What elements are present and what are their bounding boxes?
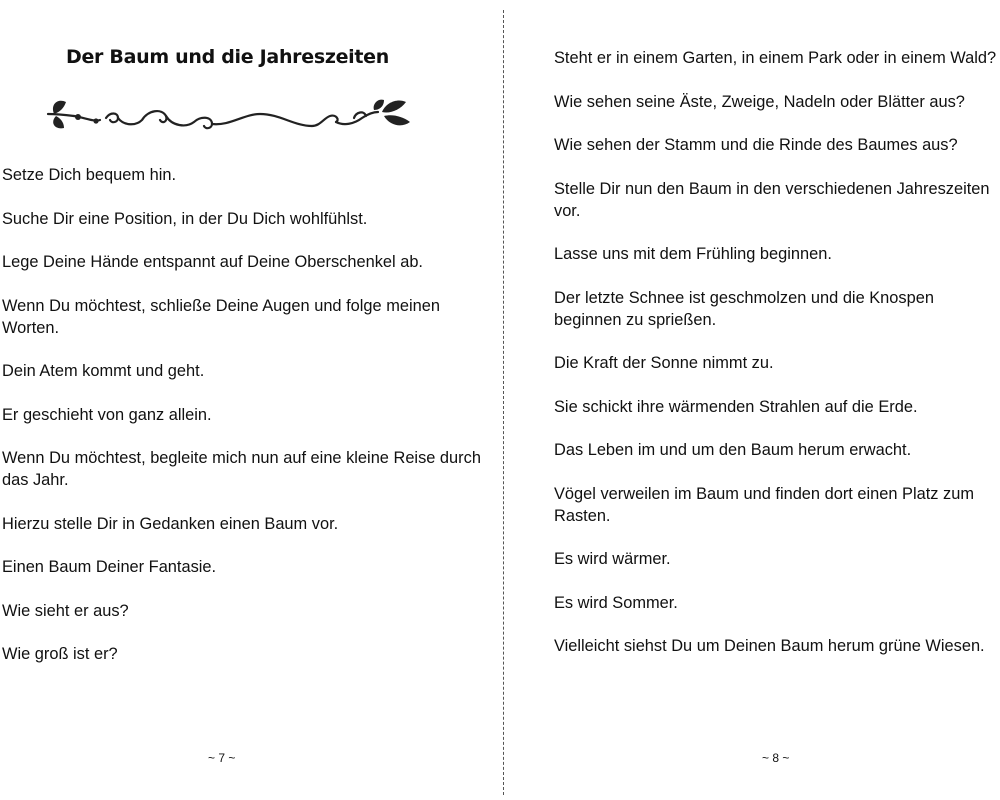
left-page-text — [2, 164, 482, 687]
paragraph: Wenn Du möchtest, begleite mich nun auf eine kleine Reise durch das Jahr. — [2, 449, 481, 489]
page-title: Der Baum und die Jahreszeiten — [65, 46, 389, 68]
paragraph: Wie groß ist er? — [2, 645, 118, 663]
paragraph: Er geschieht von ganz allein. — [2, 405, 212, 424]
right-page-text — [554, 47, 1000, 679]
paragraph: Sie schickt ihre wärmenden Strahlen auf die Erde. — [554, 397, 918, 416]
paragraph: Wie sehen seine Äste, Zweige, Nadeln oder Blätter aus? — [554, 92, 965, 111]
paragraph: Stelle Dir nun den Baum in den verschiedenen Jahreszeiten vor. — [554, 179, 990, 220]
paragraph: Wie sehen der Stamm und die Rinde des Baumes aus? — [554, 136, 958, 154]
paragraph: Suche Dir eine Position, in der Du Dich wohlfühlst. — [2, 209, 368, 228]
paragraph: Dein Atem kommt und geht. — [2, 362, 205, 380]
paragraph: Steht er in einem Garten, in einem Park oder in einem Wald? — [554, 49, 997, 67]
paragraph: Es wird wärmer. — [554, 550, 671, 568]
page-number: ~ 8 ~ — [762, 751, 790, 765]
paragraph: Lasse uns mit dem Frühling beginnen. — [554, 245, 832, 263]
paragraph: Vögel verweilen im Baum und finden dort einen Platz zum Rasten. — [554, 484, 975, 525]
page-number: ~ 7 ~ — [208, 751, 236, 765]
paragraph: Wenn Du möchtest, schließe Deine Augen und folge meinen Worten. — [2, 296, 440, 337]
paragraph: Hierzu stelle Dir in Gedanken einen Baum vor. — [2, 514, 339, 533]
floral-vine-divider-icon — [44, 96, 414, 132]
paragraph: Der letzte Schnee ist geschmolzen und die Knospen beginnen zu sprießen. — [554, 288, 934, 329]
paragraph: Es wird Sommer. — [554, 593, 678, 612]
page-divider — [503, 10, 504, 795]
right-page — [552, 0, 1000, 800]
paragraph: Die Kraft der Sonne nimmt zu. — [554, 354, 774, 372]
paragraph: Vielleicht siehst Du um Deinen Baum herum grüne Wiesen. — [554, 637, 985, 655]
paragraph: Wie sieht er aus? — [2, 601, 129, 620]
paragraph: Setze Dich bequem hin. — [2, 166, 177, 184]
paragraph: Einen Baum Deiner Fantasie. — [2, 558, 217, 576]
paragraph: Das Leben im und um den Baum herum erwacht. — [554, 441, 912, 459]
paragraph: Lege Deine Hände entspannt auf Deine Oberschenkel ab. — [2, 253, 423, 271]
